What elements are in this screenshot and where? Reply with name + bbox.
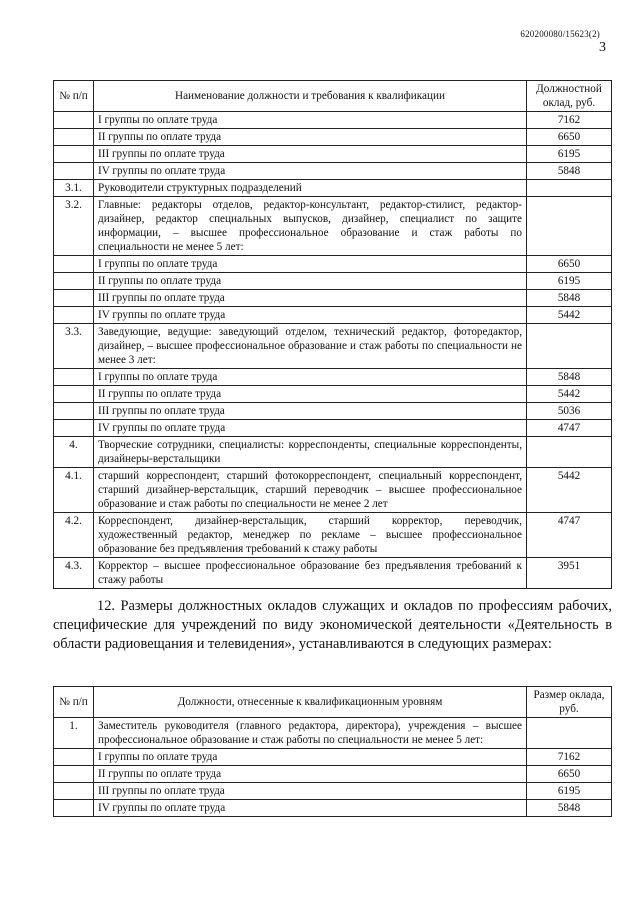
table-row bbox=[54, 766, 612, 783]
row-number bbox=[54, 273, 94, 290]
row-position: IV группы по оплате труда bbox=[94, 163, 527, 180]
salary-table-2-body bbox=[54, 718, 612, 817]
row-salary bbox=[527, 197, 612, 256]
row-position: II группы по оплате труда bbox=[94, 766, 527, 783]
row-salary: 6650 bbox=[527, 256, 612, 273]
col-header-salary: Размер оклада, руб. bbox=[527, 687, 612, 718]
row-number: 4.3. bbox=[54, 558, 94, 589]
row-number: 4.2. bbox=[54, 513, 94, 558]
row-salary: 5442 bbox=[527, 386, 612, 403]
row-salary: 4747 bbox=[527, 420, 612, 437]
table-row bbox=[54, 420, 612, 437]
row-position: III группы по оплате труда bbox=[94, 290, 527, 307]
row-position: I группы по оплате труда bbox=[94, 369, 527, 386]
row-number: 4. bbox=[54, 437, 94, 468]
row-salary: 6650 bbox=[527, 129, 612, 146]
row-number bbox=[54, 163, 94, 180]
table-row bbox=[54, 146, 612, 163]
table-row bbox=[54, 403, 612, 420]
row-salary: 4747 bbox=[527, 513, 612, 558]
row-position: I группы по оплате труда bbox=[94, 256, 527, 273]
row-position: Творческие сотрудники, специалисты: корреспонденты, специальные корреспонденты, дизайнеры-верстальщики bbox=[94, 437, 527, 468]
row-position: III группы по оплате труда bbox=[94, 403, 527, 420]
row-number bbox=[54, 112, 94, 129]
salary-table-2 bbox=[53, 686, 612, 817]
col-header-salary: Должностной оклад, руб. bbox=[527, 81, 612, 112]
row-position: Корректор – высшее профессиональное образование без предъявления требований к стажу работы bbox=[94, 558, 527, 589]
row-number bbox=[54, 307, 94, 324]
col-header-number: № п/п bbox=[54, 687, 94, 718]
col-header-number: № п/п bbox=[54, 81, 94, 112]
row-position: III группы по оплате труда bbox=[94, 146, 527, 163]
salary-table-1 bbox=[53, 80, 612, 589]
table-row bbox=[54, 468, 612, 513]
table-row bbox=[54, 749, 612, 766]
row-salary: 3951 bbox=[527, 558, 612, 589]
row-salary: 5442 bbox=[527, 307, 612, 324]
table-row bbox=[54, 783, 612, 800]
table-row bbox=[54, 290, 612, 307]
document-id: 620200080/15623(2) bbox=[520, 29, 600, 39]
page-number: 3 bbox=[599, 40, 606, 55]
row-position: II группы по оплате труда bbox=[94, 129, 527, 146]
row-salary: 5848 bbox=[527, 369, 612, 386]
table-row bbox=[54, 129, 612, 146]
row-salary: 7162 bbox=[527, 749, 612, 766]
row-position: III группы по оплате труда bbox=[94, 783, 527, 800]
row-number bbox=[54, 369, 94, 386]
row-salary: 5848 bbox=[527, 800, 612, 817]
row-salary: 5036 bbox=[527, 403, 612, 420]
row-number bbox=[54, 420, 94, 437]
table-header-row bbox=[54, 687, 612, 718]
table-row bbox=[54, 437, 612, 468]
row-position: Руководители структурных подразделений bbox=[94, 180, 527, 197]
row-number bbox=[54, 800, 94, 817]
row-number bbox=[54, 256, 94, 273]
row-number bbox=[54, 290, 94, 307]
table-row bbox=[54, 180, 612, 197]
row-position: IV группы по оплате труда bbox=[94, 800, 527, 817]
row-salary: 5848 bbox=[527, 290, 612, 307]
table-row bbox=[54, 112, 612, 129]
table-row bbox=[54, 558, 612, 589]
row-salary: 6195 bbox=[527, 783, 612, 800]
col-header-position: Наименование должности и требования к квалификации bbox=[94, 81, 527, 112]
row-salary bbox=[527, 324, 612, 369]
row-number bbox=[54, 129, 94, 146]
table-row bbox=[54, 718, 612, 749]
row-position: II группы по оплате труда bbox=[94, 273, 527, 290]
row-position: Корреспондент, дизайнер-верстальщик, старший корректор, переводчик, художественный редактор, менеджер по рекламе – высшее профессиональное образование без предъявления требований к стажу работы bbox=[94, 513, 527, 558]
row-number bbox=[54, 783, 94, 800]
row-salary: 5442 bbox=[527, 468, 612, 513]
row-salary bbox=[527, 718, 612, 749]
row-salary: 6195 bbox=[527, 146, 612, 163]
table-row bbox=[54, 369, 612, 386]
table-header-row bbox=[54, 81, 612, 112]
row-position: Заведующие, ведущие: заведующий отделом, технический редактор, фоторедактор, дизайнер, – высшее профессиональное образование и стаж работы по специальности не менее 3 лет: bbox=[94, 324, 527, 369]
salary-table-1-body bbox=[54, 112, 612, 589]
row-position: IV группы по оплате труда bbox=[94, 307, 527, 324]
row-salary bbox=[527, 437, 612, 468]
row-number: 3.2. bbox=[54, 197, 94, 256]
row-number: 3.1. bbox=[54, 180, 94, 197]
paragraph-12: 12. Размеры должностных окладов служащих и окладов по профессиям рабочих, специфические для учреждений по виду экономической деятельности «Деятельность в области радиовещания и телевидения», устанавливаются в следующих размерах: bbox=[53, 598, 612, 652]
row-number bbox=[54, 403, 94, 420]
row-number: 3.3. bbox=[54, 324, 94, 369]
row-position: I группы по оплате труда bbox=[94, 749, 527, 766]
table-row bbox=[54, 197, 612, 256]
table-row bbox=[54, 324, 612, 369]
row-number bbox=[54, 146, 94, 163]
table-row bbox=[54, 163, 612, 180]
table-row bbox=[54, 800, 612, 817]
row-position: Заместитель руководителя (главного редактора, директора), учреждения – высшее профессиональное образование и стаж работы по специальности не менее 5 лет: bbox=[94, 718, 527, 749]
table-row bbox=[54, 256, 612, 273]
row-number: 4.1. bbox=[54, 468, 94, 513]
row-position: IV группы по оплате труда bbox=[94, 420, 527, 437]
row-position: Главные: редакторы отделов, редактор-консультант, редактор-стилист, редактор-дизайнер, редактор специальных выпусков, дизайнер, специалист по защите информации, – высшее профессиональное образование и стаж работы по специальности не менее 5 лет: bbox=[94, 197, 527, 256]
table-row bbox=[54, 273, 612, 290]
row-salary: 6195 bbox=[527, 273, 612, 290]
col-header-position: Должности, отнесенные к квалификационным уровням bbox=[94, 687, 527, 718]
row-salary: 5848 bbox=[527, 163, 612, 180]
row-number bbox=[54, 386, 94, 403]
row-number bbox=[54, 749, 94, 766]
row-salary: 7162 bbox=[527, 112, 612, 129]
row-salary: 6650 bbox=[527, 766, 612, 783]
table-row bbox=[54, 513, 612, 558]
row-position: I группы по оплате труда bbox=[94, 112, 527, 129]
row-position: II группы по оплате труда bbox=[94, 386, 527, 403]
row-salary bbox=[527, 180, 612, 197]
row-position: старший корреспондент, старший фотокорреспондент, специальный корреспондент, старший дизайнер-верстальщик, старший переводчик – высшее профессиональное образование и стаж работы по специальности не менее 2 лет bbox=[94, 468, 527, 513]
table-row bbox=[54, 307, 612, 324]
row-number: 1. bbox=[54, 718, 94, 749]
table-row bbox=[54, 386, 612, 403]
row-number bbox=[54, 766, 94, 783]
